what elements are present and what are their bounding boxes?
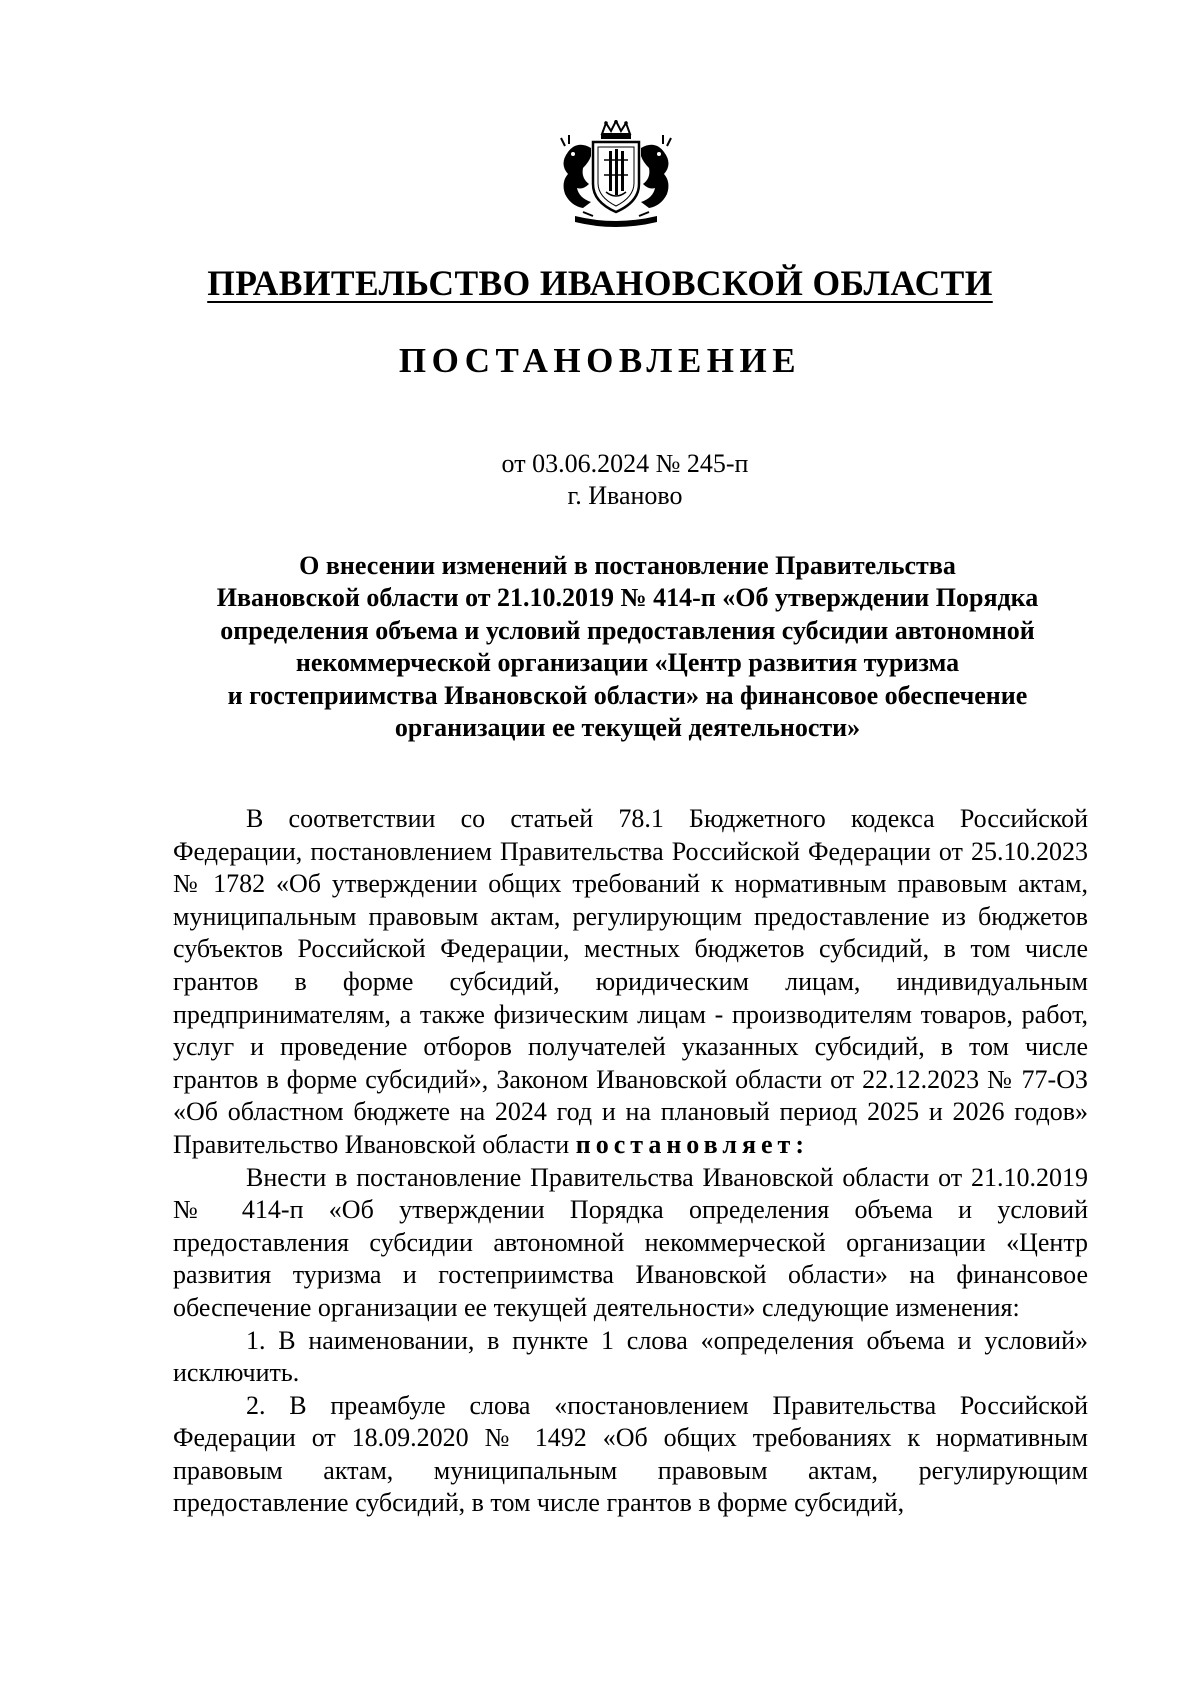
document-subject — [150, 550, 1105, 744]
government-title-text: ПРАВИТЕЛЬСТВО ИВАНОВСКОЙ ОБЛАСТИ — [207, 263, 993, 303]
ivanovo-coat-of-arms-icon — [553, 120, 680, 232]
preamble-text: В соответствии со статьей 78.1 Бюджетного кодекса Российской Федерации, постановлением Правительства Российской Федерации от 25.10.2023 № 1782 «Об утверждении общих требований к нормативным правовым актам, муниципальным правовым актам, регулирующим предоставление из бюджетов субъектов Российской Федерации, местных бюджетов субсидий, в том числе грантов в форме субсидий, юридическим лицам, индивидуальным предпринимателям, а также физическим лицам - производителям товаров, работ, услуг и проведение отборов получателей указанных субсидий, в том числе грантов в форме субсидий», Законом Ивановской области от 22.12.2023 № 77-ОЗ «Об областном бюджете на 2024 год и на плановый период 2025 и 2026 годов» Правительство Ивановской области — [173, 804, 1088, 1159]
document-type: ПОСТАНОВЛЕНИЕ — [398, 341, 802, 380]
preamble-paragraph — [173, 803, 1088, 1162]
amend-paragraph: Внести в постановление Правительства Ивановской области от 21.10.2019 № 414-п «Об утверждении Порядка определения объема и условий предоставления субсидии автономной некоммерческой организации «Центр развития туризма и гостеприимства Ивановской области» на финансовое обеспечение организации ее текущей деятельности» следующие изменения: — [173, 1162, 1088, 1322]
subject-line: организации ее текущей деятельности» — [394, 713, 861, 743]
date-number: от 03.06.2024 № 245-п — [501, 449, 749, 478]
document-meta — [460, 448, 790, 512]
government-title — [0, 262, 1200, 304]
item-2-paragraph: 2. В преамбуле слова «постановлением Правительства Российской Федерации от 18.09.2020 № 1492 «Об общих требованиях к нормативным правовым актам, муниципальным правовым актам, регулирующим предоставление субсидий, в том числе грантов в форме субсидий, — [173, 1390, 1088, 1518]
subject-line: некоммерческой организации «Центр развития туризма — [295, 648, 960, 678]
subject-line: и гостеприимства Ивановской области» на финансовое обеспечение — [227, 680, 1028, 710]
subject-line: О внесении изменений в постановление Правительства — [299, 551, 956, 580]
subject-line: Ивановской области от 21.10.2019 № 414-п «Об утверждении Порядка — [216, 583, 1039, 613]
item-1-paragraph: 1. В наименовании, в пункте 1 слова «определения объема и условий» исключить. — [173, 1325, 1088, 1388]
document-body — [173, 803, 1088, 1520]
subject-line: определения объема и условий предоставления субсидии автономной — [220, 615, 1035, 645]
resolves-word: постановляет: — [575, 1129, 809, 1159]
city: г. Иваново — [567, 481, 683, 510]
